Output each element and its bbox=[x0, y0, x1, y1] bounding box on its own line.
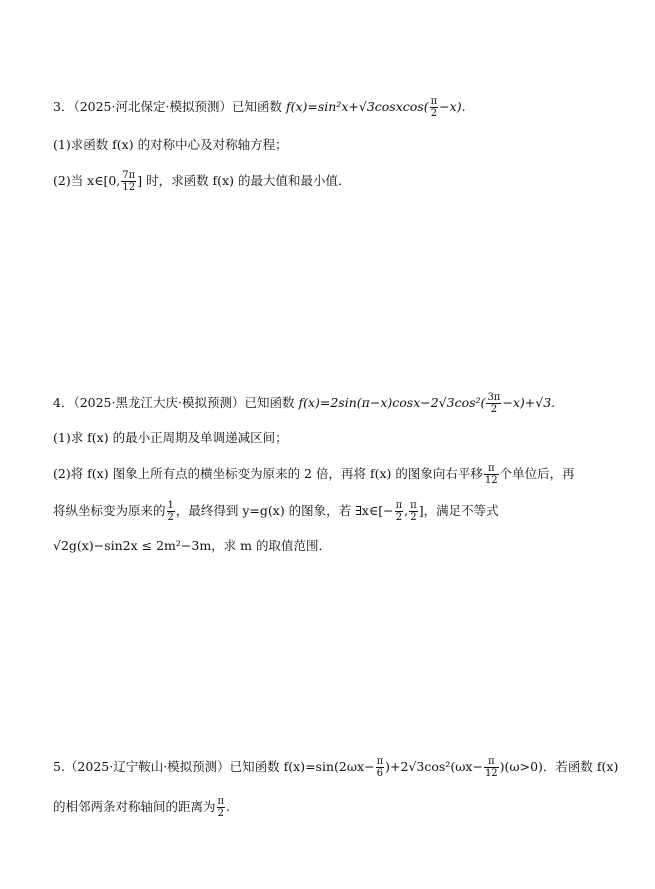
q3-p2-num: 7π bbox=[122, 170, 136, 181]
q5-line2-end: . bbox=[226, 799, 231, 814]
q4-p2b-den: 2 bbox=[167, 512, 174, 523]
question-4-part-2-line-3: √2g(x)−sin2x ≤ 2m²−3m，求 m 的取值范围． bbox=[53, 538, 331, 553]
q4-p2b-fraction bbox=[167, 500, 175, 523]
q5-end: )(ω>0)．若函数 f(x) bbox=[499, 759, 619, 774]
q4-fraction bbox=[486, 392, 501, 415]
q4-p2b-den-3: 2 bbox=[410, 512, 417, 523]
q3-frac-den: 2 bbox=[430, 108, 438, 119]
q4-function-end: −x)+√3. bbox=[502, 395, 556, 410]
q5-fraction-2 bbox=[484, 756, 499, 779]
q5-line2-start: 的相邻两条对称轴间的距离为 bbox=[53, 799, 216, 814]
q4-p2b-comma: , bbox=[404, 503, 409, 518]
q3-frac-num: π bbox=[430, 96, 438, 107]
q3-p2-start: (2)当 x∈[0, bbox=[53, 173, 121, 188]
q4-function: f(x)=2sin(π−x)cosx−2√3cos²( bbox=[298, 395, 486, 410]
q4-p2b-fraction-2 bbox=[395, 500, 404, 523]
q5-num-1: π bbox=[376, 756, 384, 767]
question-3-title bbox=[53, 96, 466, 119]
q4-p2b-fraction-3 bbox=[409, 500, 418, 523]
q4-p2b-den-2: 2 bbox=[395, 512, 403, 523]
q3-p2-den: 12 bbox=[122, 182, 136, 193]
q3-fraction bbox=[430, 96, 439, 119]
q5-line2-num: π bbox=[217, 796, 225, 807]
q4-p2b-num-2: π bbox=[395, 500, 403, 511]
q4-p2a-den: 12 bbox=[484, 475, 498, 486]
q5-middle: )+2√3cos²(ωx− bbox=[385, 759, 483, 774]
q5-num-2: π bbox=[484, 756, 499, 768]
question-5-title bbox=[53, 756, 618, 779]
q3-p2-fraction bbox=[121, 170, 136, 193]
q4-source: 4．（2025·黑龙江大庆·模拟预测）已知函数 bbox=[53, 395, 295, 410]
q4-p2b-num: 1 bbox=[167, 500, 174, 511]
q4-p2a-end: 个单位后，再 bbox=[499, 466, 575, 481]
question-3-part-1: (1)求函数 f(x) 的对称中心及对称轴方程； bbox=[53, 137, 288, 152]
q3-function-end: −x). bbox=[439, 99, 466, 114]
question-4-part-1: (1)求 f(x) 的最小正周期及单调递减区间； bbox=[53, 430, 288, 445]
q5-fraction-1 bbox=[376, 756, 385, 779]
question-4-part-2-line-2 bbox=[53, 500, 499, 523]
q5-den-1: 6 bbox=[376, 768, 384, 779]
q4-p2b-middle: ，最终得到 y=g(x) 的图象，若 ∃x∈[− bbox=[175, 503, 394, 518]
question-4-part-2-line-1 bbox=[53, 463, 575, 486]
q5-den-2: 12 bbox=[484, 768, 498, 779]
question-3-part-2 bbox=[53, 170, 350, 193]
q4-p2a-start: (2)将 f(x) 图象上所有点的横坐标变为原来的 2 倍，再将 f(x) 的图象向右平移 bbox=[53, 466, 483, 481]
q3-p2-end: ] 时，求函数 f(x) 的最大值和最小值． bbox=[137, 173, 351, 188]
q4-p2a-num: π bbox=[484, 463, 499, 475]
q4-frac-num: 3π bbox=[487, 392, 501, 403]
q4-frac-den: 2 bbox=[490, 404, 498, 415]
q3-function: f(x)=sin²x+√3cosxcos( bbox=[285, 99, 429, 114]
question-4-title bbox=[53, 392, 555, 415]
q5-line2-den: 2 bbox=[217, 808, 224, 819]
q5-line2-fraction bbox=[217, 796, 226, 819]
q3-source: 3．（2025·河北保定·模拟预测）已知函数 bbox=[53, 99, 282, 114]
q5-start: 5.（2025·辽宁鞍山·模拟预测）已知函数 f(x)=sin(2ωx− bbox=[53, 759, 375, 774]
q4-p2a-fraction bbox=[484, 463, 499, 486]
question-5-line-2 bbox=[53, 796, 230, 819]
q4-p2b-num-3: π bbox=[410, 500, 417, 511]
q4-p2b-start: 将纵坐标变为原来的 bbox=[53, 503, 166, 518]
q4-p2b-end: ]，满足不等式 bbox=[418, 503, 499, 518]
